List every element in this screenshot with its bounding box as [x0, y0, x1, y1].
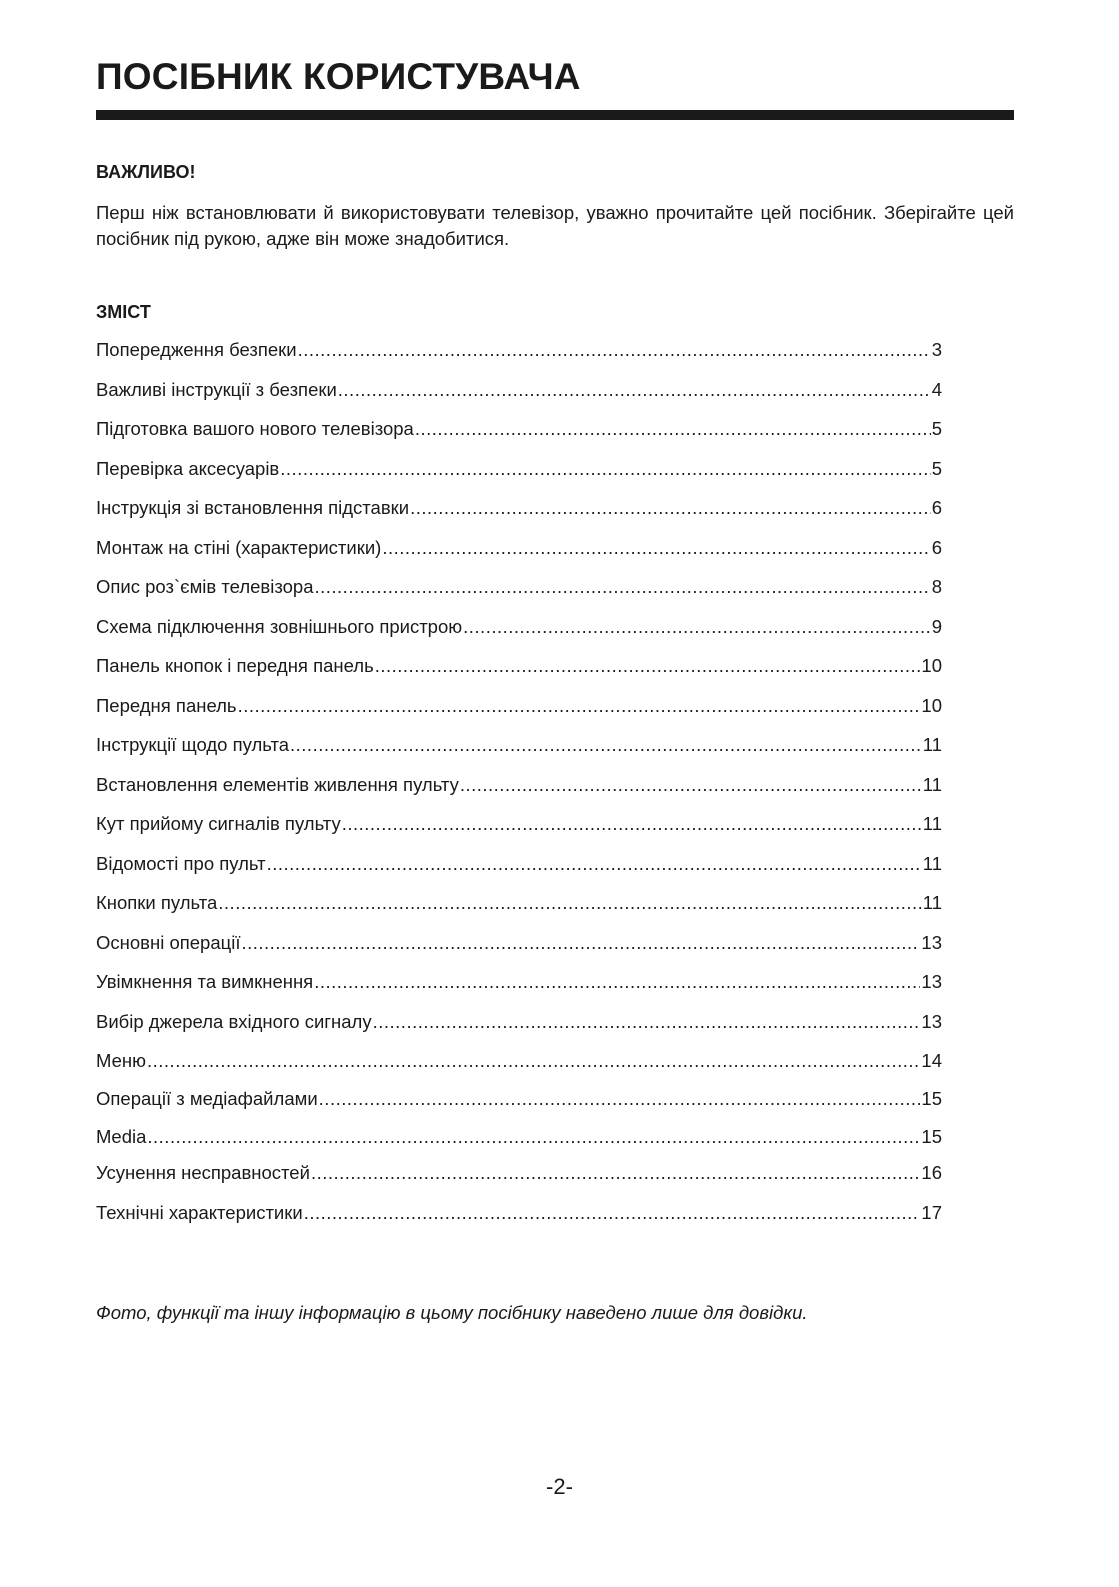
toc-item-label: Опис роз`ємів телевізора — [96, 576, 314, 597]
toc-item[interactable] — [96, 1200, 942, 1240]
toc-item-label: Важливі інструкції з безпеки — [96, 378, 337, 400]
toc-item[interactable] — [96, 653, 942, 693]
toc-item-page: 3 — [931, 339, 942, 360]
table-of-contents — [96, 337, 942, 1239]
toc-item[interactable] — [96, 377, 942, 417]
toc-item-page: 11 — [922, 892, 942, 913]
toc-item-label: Кут прийому сигналів пульту — [96, 813, 341, 834]
toc-leader-dots — [314, 969, 920, 995]
toc-leader-dots — [238, 693, 921, 719]
important-text: Перш ніж встановлювати й використовувати телевізор, уважно прочитайте цей посібник. Зберігайте цей посібник під рукою, адже він може знадобитися. — [96, 202, 1014, 249]
toc-item[interactable] — [96, 614, 942, 654]
toc-leader-dots — [319, 1086, 921, 1112]
toc-item-label: Монтаж на стіні (характеристики) — [96, 536, 382, 558]
toc-item-page: 11 — [922, 852, 942, 874]
toc-item-page: 13 — [921, 971, 942, 992]
toc-leader-dots — [382, 535, 930, 561]
toc-item[interactable] — [96, 456, 942, 496]
toc-item-label: Підготовка вашого нового телевізора — [96, 418, 414, 439]
toc-item-page: 10 — [921, 655, 942, 676]
toc-leader-dots — [410, 495, 931, 521]
toc-item-page: 6 — [931, 497, 942, 518]
toc-item[interactable] — [96, 1009, 942, 1049]
toc-leader-dots — [460, 772, 922, 798]
toc-item-label: Інструкції щодо пульта — [96, 734, 290, 755]
toc-leader-dots — [280, 456, 930, 482]
toc-item-page: 13 — [921, 1010, 942, 1032]
toc-item-page: 14 — [921, 1050, 942, 1071]
toc-item-label: Панель кнопок і передня панель — [96, 655, 374, 676]
toc-item-label: Усунення несправностей — [96, 1162, 310, 1183]
toc-leader-dots — [338, 377, 931, 403]
page-title: ПОСІБНИК КОРИСТУВАЧА — [96, 56, 581, 97]
toc-item-page: 13 — [921, 931, 942, 953]
toc-item-label: Кнопки пульта — [96, 892, 218, 913]
toc-leader-dots — [314, 574, 930, 600]
toc-leader-dots — [218, 890, 922, 916]
toc-item-label: Технічні характеристики — [96, 1201, 303, 1223]
toc-item-page: 9 — [931, 615, 942, 637]
toc-item-page: 5 — [931, 457, 942, 479]
toc-item[interactable] — [96, 416, 942, 456]
toc-leader-dots — [298, 337, 931, 363]
toc-item[interactable] — [96, 1160, 942, 1200]
toc-item-page: 17 — [921, 1201, 942, 1223]
toc-item-page: 8 — [931, 576, 942, 597]
page-number: -2- — [546, 1474, 573, 1499]
toc-heading: ЗМІСТ — [96, 302, 151, 322]
toc-item-page: 11 — [922, 734, 942, 755]
toc-item[interactable] — [96, 535, 942, 575]
toc-item-label: Увімкнення та вимкнення — [96, 971, 314, 992]
toc-leader-dots — [241, 930, 920, 956]
toc-item-label: Вибір джерела вхідного сигналу — [96, 1010, 372, 1032]
toc-item-label: Основні операції — [96, 931, 241, 953]
toc-leader-dots — [304, 1200, 921, 1226]
toc-leader-dots — [463, 614, 931, 640]
toc-item[interactable] — [96, 772, 942, 812]
toc-leader-dots — [290, 732, 922, 758]
toc-item-page: 11 — [922, 773, 942, 795]
toc-item[interactable] — [96, 574, 942, 614]
toc-item-page: 5 — [931, 418, 942, 439]
toc-item-page: 6 — [931, 536, 942, 558]
toc-item-label: Відомості про пульт — [96, 852, 266, 874]
toc-leader-dots — [373, 1009, 921, 1035]
toc-leader-dots — [342, 811, 922, 837]
toc-leader-dots — [415, 416, 931, 442]
toc-item-page: 11 — [922, 813, 942, 834]
toc-item[interactable] — [96, 732, 942, 772]
toc-item-page: 15 — [921, 1088, 942, 1109]
toc-item[interactable] — [96, 930, 942, 970]
toc-item-label: Операції з медіафайлами — [96, 1088, 318, 1109]
toc-item[interactable] — [96, 693, 942, 733]
toc-item[interactable] — [96, 1124, 942, 1160]
important-heading: ВАЖЛИВО! — [96, 162, 196, 182]
toc-leader-dots — [147, 1048, 920, 1074]
toc-item-label: Схема підключення зовнішнього пристрою — [96, 615, 463, 637]
toc-item-label: Media — [96, 1126, 147, 1147]
toc-item-label: Передня панель — [96, 694, 237, 716]
toc-leader-dots — [147, 1124, 920, 1150]
toc-item[interactable] — [96, 890, 942, 930]
toc-item-page: 4 — [931, 378, 942, 400]
toc-item-page: 15 — [921, 1126, 942, 1147]
title-divider — [96, 110, 1014, 120]
toc-item-page: 16 — [921, 1162, 942, 1183]
toc-item[interactable] — [96, 337, 942, 377]
toc-item[interactable] — [96, 969, 942, 1009]
toc-item-label: Попередження безпеки — [96, 339, 297, 360]
footnote: Фото, функції та іншу інформацію в цьому посібнику наведено лише для довідки. — [96, 1302, 808, 1323]
toc-item[interactable] — [96, 851, 942, 891]
toc-item[interactable] — [96, 811, 942, 851]
toc-leader-dots — [267, 851, 922, 877]
toc-item-label: Меню — [96, 1050, 146, 1071]
toc-item-label: Перевірка аксесуарів — [96, 457, 280, 479]
toc-leader-dots — [311, 1160, 920, 1186]
toc-item[interactable] — [96, 1086, 942, 1124]
toc-item-label: Встановлення елементів живлення пульту — [96, 773, 459, 795]
toc-item-page: 10 — [921, 694, 942, 716]
toc-leader-dots — [375, 653, 921, 679]
toc-item[interactable] — [96, 1048, 942, 1086]
toc-item[interactable] — [96, 495, 942, 535]
toc-item-label: Інструкція зі встановлення підставки — [96, 497, 410, 518]
